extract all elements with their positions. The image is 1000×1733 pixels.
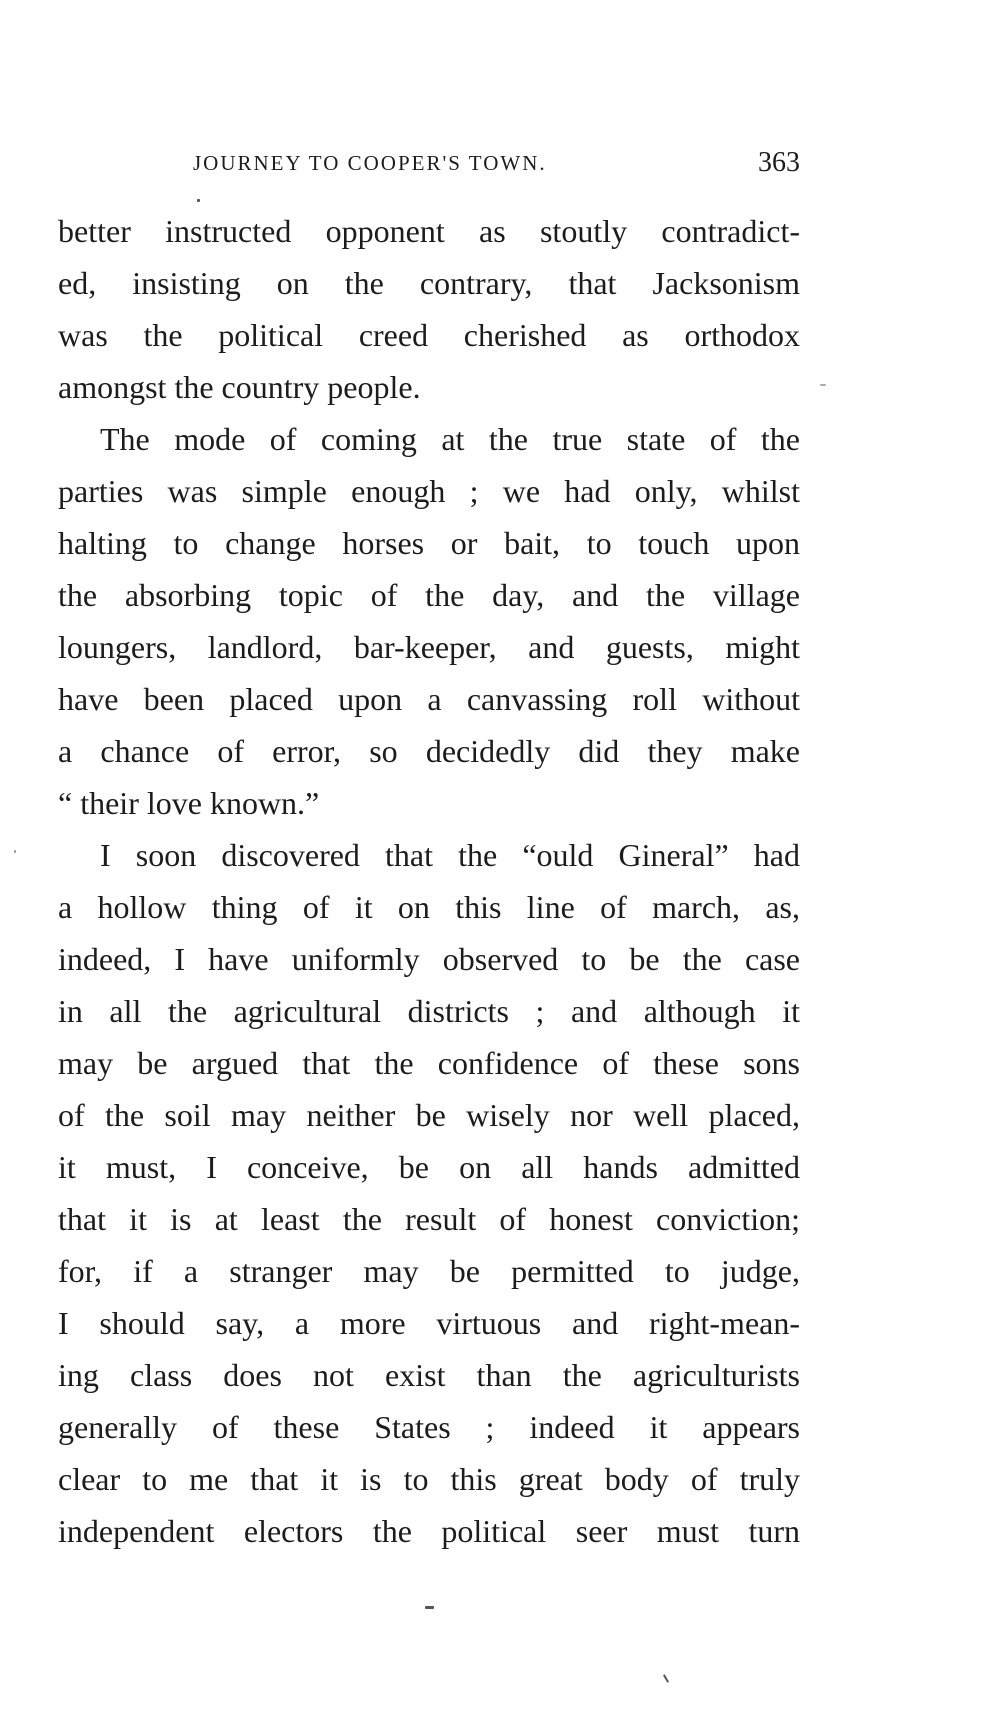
scan-speck (197, 199, 200, 202)
text-line: better instructed opponent as stoutly contradict- (58, 213, 800, 249)
text-line: the absorbing topic of the day, and the village (58, 577, 800, 613)
scan-speck (820, 384, 826, 386)
scan-speck (425, 1606, 434, 1609)
text-line: of the soil may neither be wisely nor well placed, (58, 1097, 800, 1133)
body-text (58, 205, 800, 1557)
running-head (58, 145, 800, 181)
text-line: “ their love known.” (58, 785, 320, 821)
text-line: was the political creed cherished as orthodox (58, 317, 800, 353)
text-line: I should say, a more virtuous and right-mean- (58, 1305, 800, 1341)
text-line: generally of these States ; indeed it appears (58, 1409, 800, 1445)
text-line: loungers, landlord, bar-keeper, and guests, might (58, 629, 800, 665)
text-line: indeed, I have uniformly observed to be the case (58, 941, 800, 977)
text-line: clear to me that it is to this great body of truly (58, 1461, 800, 1497)
text-line: may be argued that the confidence of these sons (58, 1045, 800, 1081)
text-line: it must, I conceive, be on all hands admitted (58, 1149, 800, 1185)
scan-speck (663, 1674, 669, 1683)
text-line: parties was simple enough ; we had only, whilst (58, 473, 800, 509)
scan-speck (14, 850, 16, 853)
page-number: 363 (758, 147, 800, 178)
text-line: I soon discovered that the “ould Gineral” had (100, 837, 800, 873)
text-line: independent electors the political seer must turn (58, 1513, 800, 1549)
text-line: ing class does not exist than the agriculturists (58, 1357, 800, 1393)
text-line: a chance of error, so decidedly did they make (58, 733, 800, 769)
text-line: have been placed upon a canvassing roll without (58, 681, 800, 717)
text-line: halting to change horses or bait, to touch upon (58, 525, 800, 561)
text-line: The mode of coming at the true state of the (100, 421, 800, 457)
running-title: JOURNEY TO COOPER'S TOWN. (193, 151, 547, 175)
text-line: ed, insisting on the contrary, that Jacksonism (58, 265, 800, 301)
text-line: for, if a stranger may be permitted to judge, (58, 1253, 800, 1289)
text-line: a hollow thing of it on this line of march, as, (58, 889, 800, 925)
text-line: that it is at least the result of honest conviction; (58, 1201, 800, 1237)
text-line: amongst the country people. (58, 369, 421, 405)
text-line: in all the agricultural districts ; and although it (58, 993, 800, 1029)
